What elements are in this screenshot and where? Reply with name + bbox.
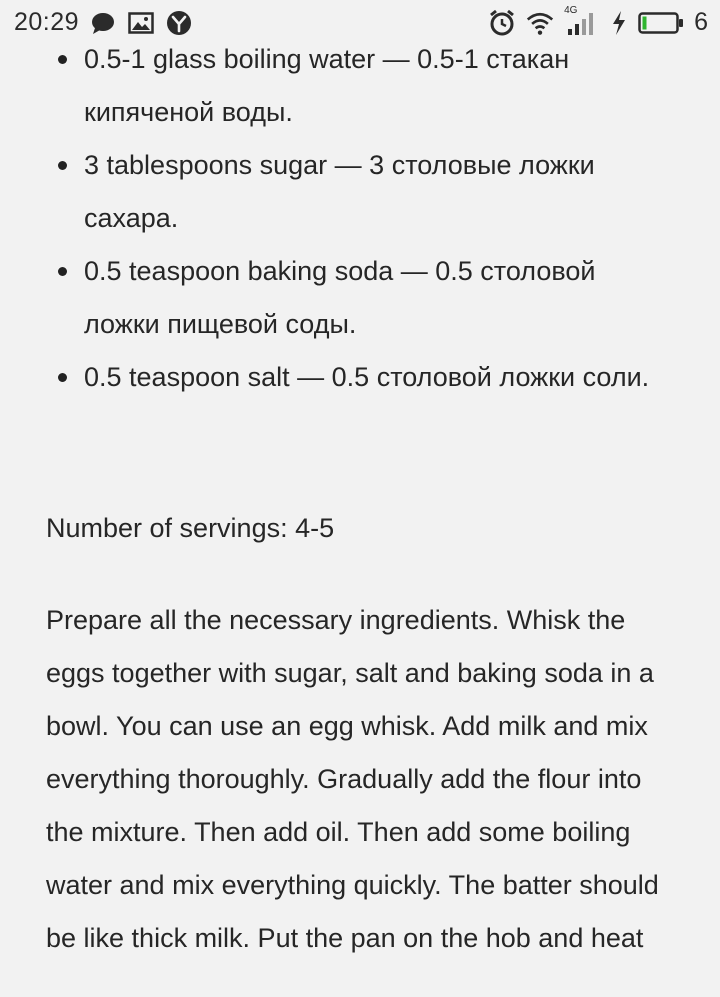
message-icon <box>89 9 117 37</box>
ingredient-text: 0.5 teaspoon salt — 0.5 столовой ложки соли. <box>84 362 650 392</box>
list-item <box>0 351 720 404</box>
wifi-icon <box>526 9 554 37</box>
instructions-paragraph: Prepare all the necessary ingredients. Whisk the eggs together with sugar, salt and baking soda in a bowl. You can use an egg whisk. Add milk and mix everything thoroughly. Gradually add the flour into the mixture. Then add oil. Then add some boiling water and mix everything quickly. The batter should be like thick milk. Put the pan on the hob and heat <box>46 605 659 953</box>
ingredient-text: 0.5-1 glass boiling water — 0.5-1 стакан кипяченой воды. <box>84 44 570 127</box>
network-label: 4G <box>564 4 578 16</box>
charging-icon <box>610 9 628 37</box>
bullet-icon <box>58 373 67 382</box>
battery-icon <box>638 9 684 37</box>
clock: 20:29 <box>14 8 80 36</box>
ingredient-text: 3 tablespoons sugar — 3 столовые ложки сахара. <box>84 150 595 233</box>
alarm-icon <box>488 9 516 37</box>
ingredient-list <box>0 33 720 404</box>
bullet-icon <box>58 267 67 276</box>
battery-level: 6 <box>694 8 708 36</box>
status-bar <box>0 0 720 44</box>
list-item <box>0 139 720 245</box>
image-icon <box>127 9 155 37</box>
list-item <box>0 33 720 139</box>
servings-text: Number of servings: 4-5 <box>46 513 335 543</box>
bullet-icon <box>58 55 67 64</box>
signal-icon <box>564 4 600 37</box>
bullet-icon <box>58 161 67 170</box>
list-item <box>0 245 720 351</box>
app-y-icon <box>165 9 193 37</box>
ingredient-text: 0.5 teaspoon baking soda — 0.5 столовой ложки пищевой соды. <box>84 256 596 339</box>
